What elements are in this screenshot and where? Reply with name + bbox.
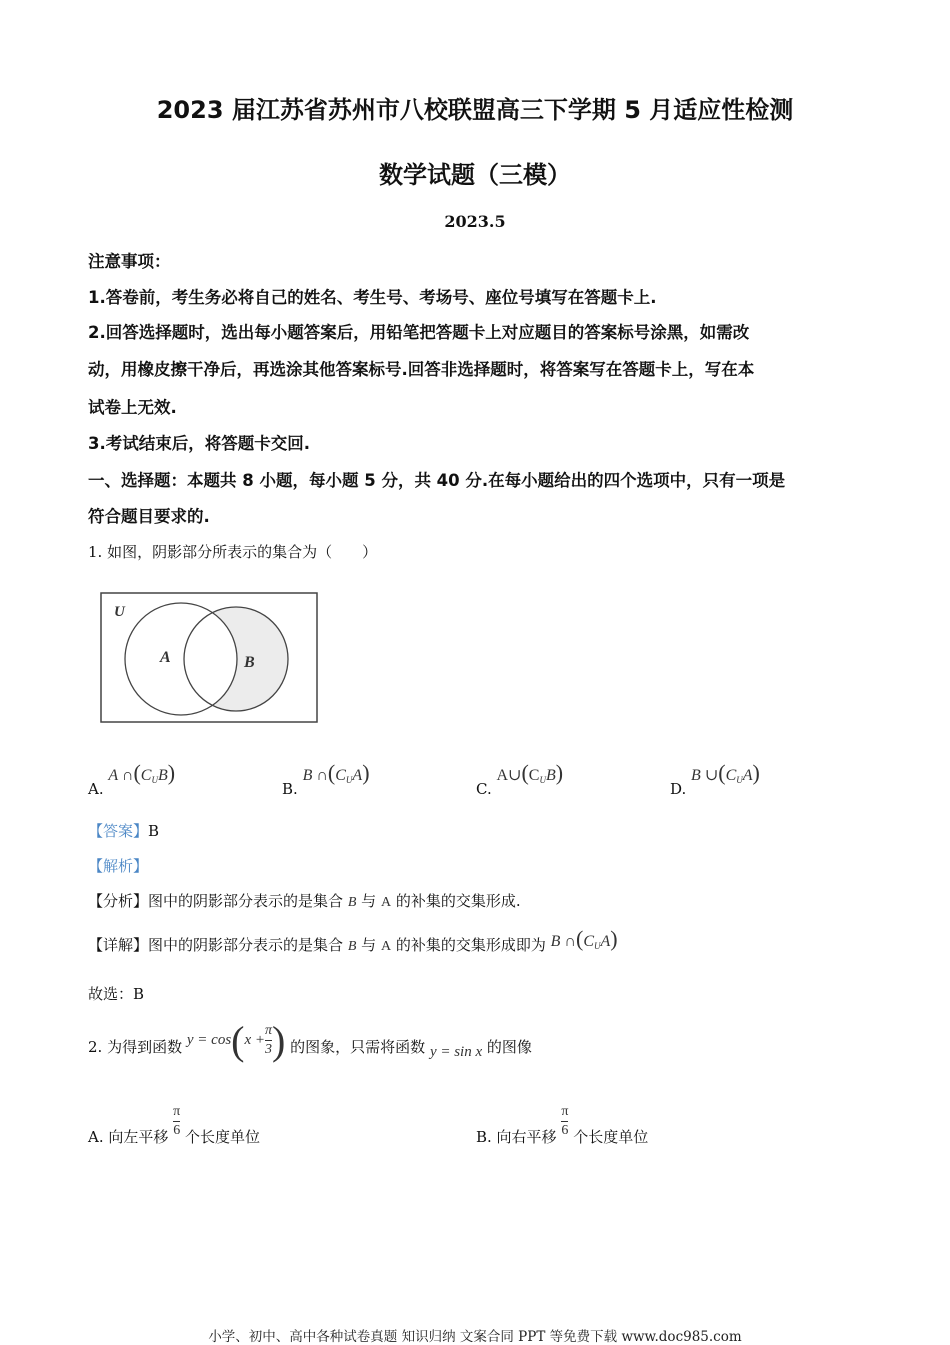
page-title-line2: 数学试题（三模） [379, 161, 571, 189]
q2-option-b[interactable]: B. 向右平移 $\frac{\pi}{6}$ 个长度单位 [476, 1104, 649, 1146]
notice-line-2c: 试卷上无效. [88, 398, 177, 417]
q1-option-d[interactable]: D. B $\cup(C_UA)$ [670, 760, 760, 798]
q2-option-a[interactable]: A. 向左平移 $\frac{\pi}{6}$ 个长度单位 [88, 1104, 261, 1146]
notice-line-1: 1.答卷前，考生务必将自己的姓名、考生号、考场号、座位号填写在答题卡上. [88, 288, 657, 307]
q1-option-b[interactable]: B. B $\cap(C_UA)$ [282, 760, 370, 798]
notice-line-2b: 动，用橡皮擦干净后，再选涂其他答案标号.回答非选择题时，将答案写在答题卡上，写在本 [88, 360, 755, 379]
q2-function-cos: y = cos(x + $\frac{\pi}{3}$ ) [186, 1018, 286, 1063]
notice-line-2a: 2.回答选择题时，选出每小题答案后，用铅笔把答题卡上对应题目的答案标号涂黑，如需改 [88, 323, 750, 342]
q1-conclusion: 故选：B [88, 985, 145, 1003]
venn-label-b: B [244, 654, 255, 671]
section1-line-1: 一、选择题：本题共 8 小题，每小题 5 分，共 40 分.在每小题给出的四个选项中，只有一项是 [88, 471, 786, 490]
venn-label-u: U [114, 604, 125, 620]
venn-label-a: A [160, 649, 171, 666]
q1-option-a[interactable]: A. A $\cap(C_UB)$ [88, 760, 176, 798]
page-footer: 小学、初中、高中各种试卷真题 知识归纳 文案合同 PPT 等免费下载 www.doc985.com [208, 1329, 742, 1345]
notice-heading: 注意事项： [88, 252, 171, 271]
q1-option-c[interactable]: C. $A\cup(C_UB)$ [476, 760, 564, 798]
notice-line-3: 3.考试结束后，将答题卡交回. [88, 434, 311, 453]
page-title-line1: 2023 届江苏省苏州市八校联盟高三下学期 5 月适应性检测 [156, 96, 794, 124]
q2-function-sin: y = sin x [429, 1044, 483, 1060]
q2-stem: 2. 为得到函数 y = cos(x + $\frac{\pi}{3}$ ) 的图象，只需将函数 y = sin x 的图像 [88, 1018, 532, 1063]
q1-analysis-tag: 【解析】 [88, 857, 149, 875]
q1-answer: 【答案】B [88, 822, 160, 840]
q1-fenxi: 【分析】图中的阴影部分表示的是集合 B 与 A 的补集的交集形成. [88, 892, 521, 910]
venn-diagram [100, 592, 320, 724]
q1-stem: 1. 如图，阴影部分所表示的集合为（ ） [88, 543, 378, 561]
section1-line-2: 符合题目要求的. [88, 507, 210, 526]
q1-xiangjie: 【详解】图中的阴影部分表示的是集合 B 与 A 的补集的交集形成即为 B $\cap(C_UA)$ [88, 926, 618, 954]
exam-date: 2023.5 [444, 212, 506, 231]
